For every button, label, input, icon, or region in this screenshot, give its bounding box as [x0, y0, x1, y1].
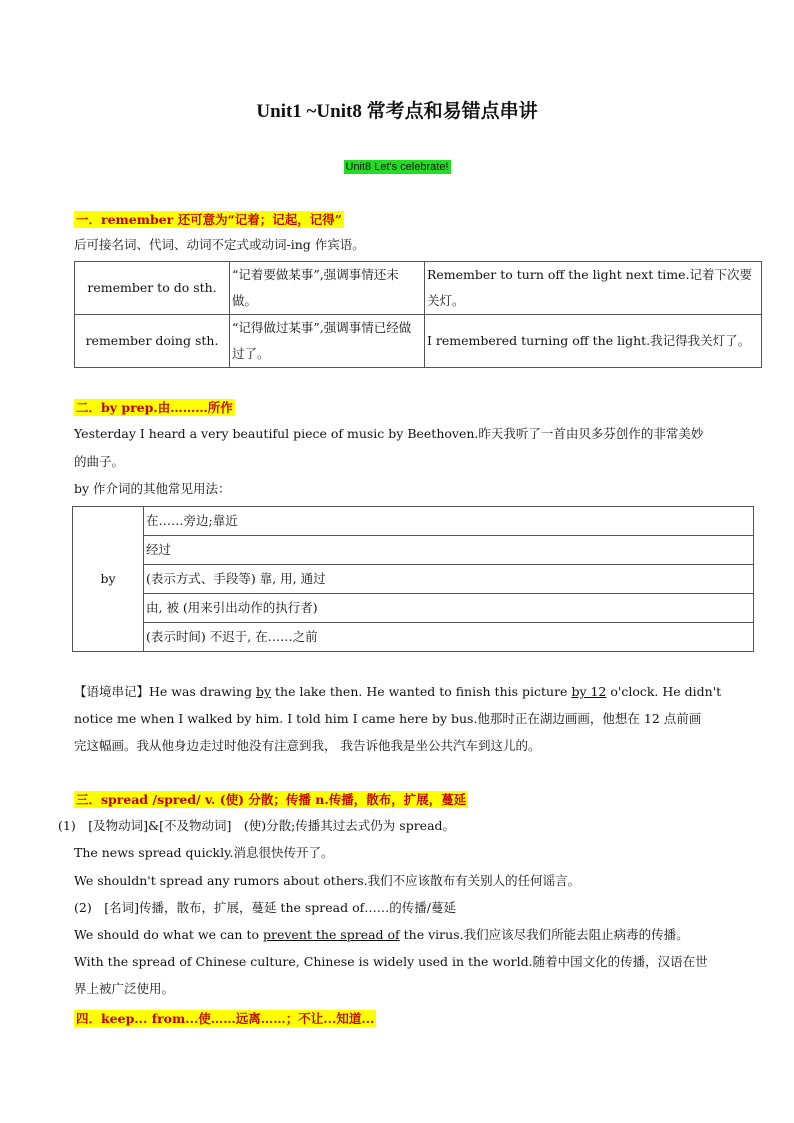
usage-cell: 在……旁边;靠近 [144, 507, 754, 536]
usage-cell: 由, 被 (用来引出动作的执行者) [144, 594, 754, 623]
section-3-point-2: (2) [名词]传播，散布，扩展，蔓延 the spread of……的传播/蔓延 [74, 900, 456, 915]
section-1-heading: 一．remember 还可意为“记着；记起，记得” [76, 212, 342, 227]
section-3-example-4-cont: 界上被广泛使用。 [74, 981, 175, 996]
usage-cell: (表示时间) 不迟于, 在……之前 [144, 623, 754, 652]
section-3-example-1: The news spread quickly.消息很快传开了。 [74, 845, 334, 860]
section-2-example: Yesterday I heard a very beautiful piece of music by Beethoven.昨天我听了一首由贝多芬创作的非常美妙 [74, 426, 704, 441]
meaning-cell: “记得做过某事”,强调事情已经做过了。 [230, 315, 425, 368]
form-cell: remember doing sth. [75, 315, 230, 368]
page-title: Unit1 ~Unit8 常考点和易错点串讲 [256, 101, 538, 122]
table-row [73, 507, 754, 536]
table-row [73, 623, 754, 652]
usage-cell: (表示方式、手段等) 靠, 用, 通过 [144, 565, 754, 594]
section-3-example-4: With the spread of Chinese culture, Chinese is widely used in the world.随着中国文化的传播，汉语在世 [74, 954, 708, 969]
example-cell: Remember to turn off the light next time.记着下次要关灯。 [425, 262, 762, 315]
section-2-example-cont: 的曲子。 [74, 454, 125, 469]
form-cell: remember to do sth. [75, 262, 230, 315]
section-2-heading: 二．by prep.由………所作 [76, 400, 233, 415]
context-story-line-1: 【语境串记】He was drawing by the lake then. He wanted to finish this picture by 12 o'clock. He didn't [74, 684, 722, 699]
usage-cell: 经过 [144, 536, 754, 565]
table-row [73, 565, 754, 594]
section-1-intro: 后可接名词、代词、动词不定式或动词-ing 作宾语。 [74, 237, 365, 252]
section-3-point-1: (1) [及物动词]&[不及物动词] (使)分散;传播其过去式仍为 spread。 [58, 818, 456, 833]
by-usage-table [72, 506, 754, 652]
section-4-heading: 四．keep... from...使……远离……；不让...知道... [76, 1011, 375, 1026]
context-story-line-3: 完这幅画。我从他身边走过时他没有注意到我， 我告诉他我是坐公共汽车到这儿的。 [74, 738, 541, 753]
section-3-example-3: We should do what we can to prevent the spread of the virus.我们应该尽我们所能去阻止病毒的传播。 [74, 927, 689, 942]
section-3-example-2: We shouldn't spread any rumors about others.我们不应该散布有关别人的任何谣言。 [74, 873, 581, 888]
by-label-cell: by [73, 507, 144, 652]
section-2-intro: by 作介词的其他常见用法： [74, 481, 231, 496]
table-row [75, 262, 762, 315]
remember-table [74, 261, 762, 368]
example-cell: I remembered turning off the light.我记得我关灯了。 [425, 315, 762, 368]
table-row [75, 315, 762, 368]
table-row [73, 536, 754, 565]
table-row [73, 594, 754, 623]
meaning-cell: “记着要做某事”,强调事情还未做。 [230, 262, 425, 315]
context-story-line-2: notice me when I walked by him. I told him I came here by bus.他那时正在湖边画画，他想在 12 点前画 [74, 711, 702, 726]
unit-tag: Unit8 Let's celebrate! [345, 161, 449, 173]
section-3-heading: 三．spread /spred/ v. (使) 分散；传播 n.传播，散布，扩展，蔓延 [76, 792, 467, 807]
